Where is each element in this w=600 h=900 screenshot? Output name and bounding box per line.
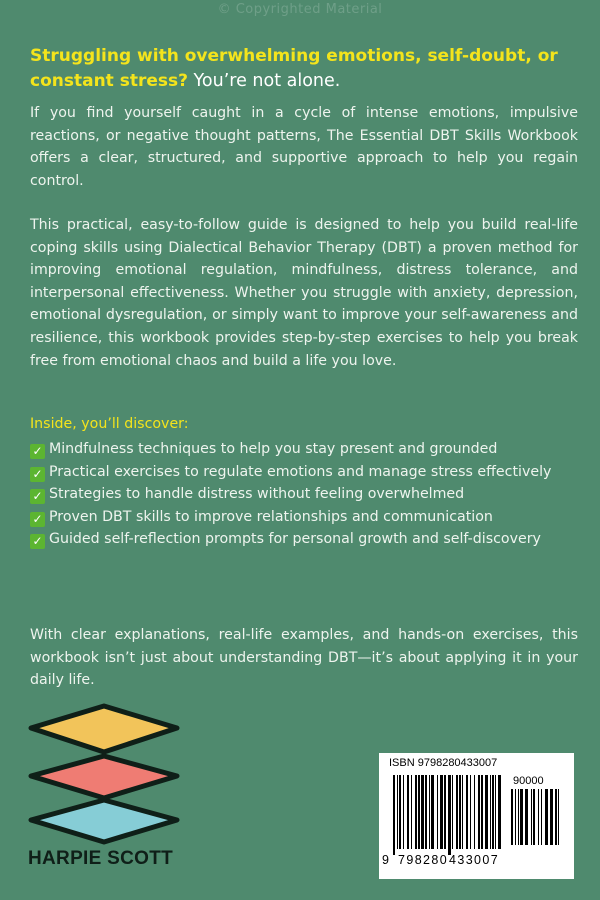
barcode-bar (459, 775, 461, 849)
barcode-bar (393, 775, 395, 855)
publisher-name: HARPIE SCOTT (28, 848, 174, 869)
check-mark-icon: ✓ (30, 512, 45, 527)
barcode-bar (558, 789, 559, 845)
barcode-bar (490, 775, 491, 849)
barcode-bar (515, 789, 516, 845)
barcode-bar (470, 775, 471, 849)
barcode-bar (485, 775, 488, 849)
barcode-bar (474, 775, 475, 849)
barcode-bar (518, 789, 519, 845)
barcode-bar (533, 789, 535, 845)
barcode-bar (466, 775, 468, 849)
check-mark-icon: ✓ (30, 467, 45, 482)
logo-layer-top (31, 706, 177, 752)
check-mark-icon: ✓ (30, 534, 45, 549)
description-paragraph: This practical, easy-to-follow guide is designed to help you build real-life coping skills using Dialectical Behavior Therapy (DBT) a proven method for improving emotional regulation, mindfulness, distress tolerance, and interpersonal effectiveness. Whether you struggle with anxiety, depression, emotional dysregulation, or simply want to improve your self-awareness and resilience, this workbook provides step-by-step exercises to help you break free from emotional chaos and build a life you love. (30, 217, 578, 369)
barcode-digit-lead: 9 (382, 853, 389, 867)
headline-highlight: Struggling with overwhelming emotions, self-doubt, or constant stress? (30, 46, 558, 91)
barcode-bar (525, 789, 528, 845)
barcode-bar (495, 775, 496, 849)
barcode-bar (440, 775, 443, 849)
barcode-bar (418, 775, 420, 849)
barcode-bar (478, 775, 480, 849)
isbn-barcode (379, 753, 574, 879)
barcode-bar (541, 789, 542, 845)
barcode-bar (431, 775, 434, 849)
barcode-bars-main (393, 775, 509, 855)
barcode-bar (462, 775, 463, 849)
barcode-bar (545, 789, 548, 845)
barcode-bar (538, 789, 539, 845)
benefit-item: ✓ Proven DBT skills to improve relationships and communication (30, 506, 578, 529)
barcode-bar (452, 775, 453, 849)
intro-paragraph: If you find yourself caught in a cycle of intense emotions, impulsive reactions, or negative thought patterns, The Essential DBT Skills Workbook offers a clear, structured, and supportive approach to help you regain control. (30, 105, 578, 189)
logo-layer-middle (31, 756, 177, 798)
barcode-bar (425, 775, 427, 849)
barcode-bar (448, 775, 451, 855)
barcode-bar (531, 789, 532, 845)
barcode-bar (403, 775, 404, 849)
barcode-bar (550, 789, 553, 845)
barcode-bar (407, 775, 409, 849)
logo-layer-bottom (31, 800, 177, 842)
price-code: 90000 (513, 775, 544, 787)
barcode-bar (456, 775, 458, 849)
barcode-bar (520, 789, 523, 845)
barcode-bar (437, 775, 438, 849)
barcode-bar (555, 789, 557, 845)
discover-heading: Inside, you’ll discover: (30, 416, 189, 432)
barcode-bar (444, 775, 446, 849)
headline (30, 44, 578, 94)
headline-rest: You’re not alone. (187, 71, 341, 91)
benefit-item: ✓ Strategies to handle distress without feeling overwhelmed (30, 483, 578, 506)
barcode-bar (421, 775, 424, 849)
benefit-item: ✓ Mindfulness techniques to help you stay present and grounded (30, 438, 578, 461)
barcode-bar (429, 775, 430, 849)
isbn-label: ISBN 9798280433007 (389, 757, 498, 769)
barcode-bar (511, 789, 513, 845)
barcode-bar (492, 775, 494, 849)
closing-paragraph: With clear explanations, real-life examples, and hands-on exercises, this workbook isn’t just about understanding DBT—it’s about applying it in your daily life. (30, 627, 578, 689)
check-mark-icon: ✓ (30, 489, 45, 504)
barcode-bar (411, 775, 412, 849)
stacked-layers-icon (24, 700, 184, 845)
barcode-digits-right: 433007 (449, 853, 500, 867)
barcode-bar (481, 775, 483, 849)
barcode-bar (399, 775, 401, 849)
barcode-bar (498, 775, 501, 849)
check-mark-icon: ✓ (30, 444, 45, 459)
copyright-watermark: © Copyrighted Material (217, 2, 383, 17)
barcode-bar (397, 775, 398, 849)
benefit-item: ✓ Guided self-reflection prompts for personal growth and self-discovery (30, 528, 578, 551)
barcode-bars-supplement (511, 789, 563, 851)
barcode-bar (415, 775, 417, 849)
benefit-item: ✓ Practical exercises to regulate emotions and manage stress effectively (30, 461, 578, 484)
barcode-digits-left: 798280 (398, 853, 449, 867)
benefits-list (30, 438, 578, 551)
